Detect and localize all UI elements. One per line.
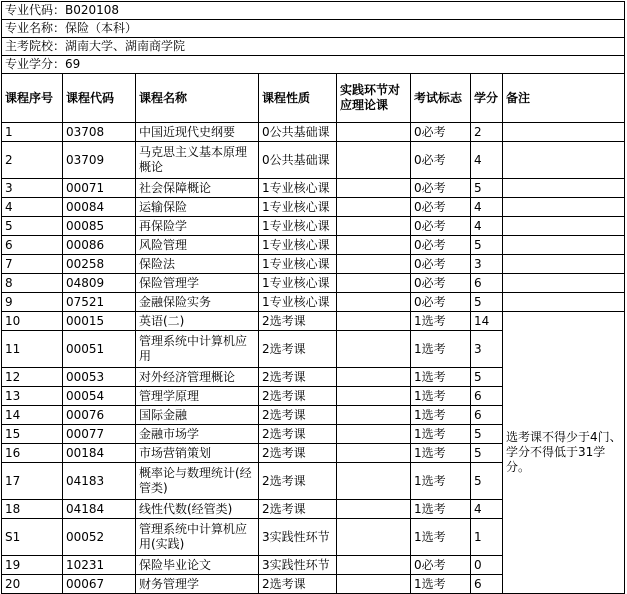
cell-name: 管理学原理 [136,387,259,406]
cell-name: 管理系统中计算机应用(实践) [136,519,259,556]
cell-code: 04184 [63,500,136,519]
major-credits: 专业学分：69 [2,56,625,74]
header-code: 课程代码 [63,74,136,123]
cell-practice [337,463,411,500]
cell-credit: 3 [471,255,503,274]
cell-practice [337,198,411,217]
cell-name: 保险管理学 [136,274,259,293]
cell-credit: 2 [471,123,503,142]
cell-practice [337,519,411,556]
cell-exam: 1选考 [411,387,471,406]
cell-seq: 6 [2,236,63,255]
cell-name: 对外经济管理概论 [136,368,259,387]
cell-practice [337,444,411,463]
cell-credit: 5 [471,368,503,387]
cell-exam: 1选考 [411,406,471,425]
cell-exam: 0必考 [411,142,471,179]
cell-exam: 1选考 [411,312,471,331]
cell-exam: 0必考 [411,255,471,274]
table-row [2,236,625,255]
table-row [2,217,625,236]
cell-credit: 4 [471,217,503,236]
cell-credit: 5 [471,179,503,198]
cell-exam: 0必考 [411,123,471,142]
cell-nature: 2选考课 [259,575,337,594]
cell-code: 00051 [63,331,136,368]
table-row [2,142,625,179]
cell-seq: 5 [2,217,63,236]
cell-name: 中国近现代史纲要 [136,123,259,142]
cell-name: 保险法 [136,255,259,274]
cell-code: 00071 [63,179,136,198]
cell-practice [337,217,411,236]
cell-seq: 20 [2,575,63,594]
cell-code: 00054 [63,387,136,406]
cell-nature: 2选考课 [259,463,337,500]
cell-practice [337,255,411,274]
cell-code: 00076 [63,406,136,425]
cell-nature: 1专业核心课 [259,217,337,236]
cell-code: 03708 [63,123,136,142]
cell-exam: 0必考 [411,217,471,236]
cell-credit: 6 [471,406,503,425]
cell-practice [337,123,411,142]
curriculum-page [1,1,625,594]
cell-seq: 13 [2,387,63,406]
cell-practice [337,293,411,312]
cell-note [503,293,625,312]
cell-code: 04183 [63,463,136,500]
cell-practice [337,179,411,198]
cell-practice [337,312,411,331]
cell-note [503,198,625,217]
cell-name: 再保险学 [136,217,259,236]
cell-credit: 5 [471,444,503,463]
cell-nature: 1专业核心课 [259,255,337,274]
cell-credit: 3 [471,331,503,368]
cell-seq: 9 [2,293,63,312]
cell-seq: 10 [2,312,63,331]
header-name: 课程名称 [136,74,259,123]
cell-credit: 5 [471,463,503,500]
cell-nature: 0公共基础课 [259,123,337,142]
table-row [2,198,625,217]
cell-nature: 0公共基础课 [259,142,337,179]
cell-seq: 1 [2,123,63,142]
cell-name: 财务管理学 [136,575,259,594]
cell-note [503,142,625,179]
cell-nature: 2选考课 [259,387,337,406]
header-seq: 课程序号 [2,74,63,123]
cell-seq: 11 [2,331,63,368]
cell-code: 00184 [63,444,136,463]
cell-seq: 12 [2,368,63,387]
cell-practice [337,387,411,406]
cell-name: 金融保险实务 [136,293,259,312]
cell-seq: 17 [2,463,63,500]
cell-credit: 5 [471,293,503,312]
cell-exam: 1选考 [411,575,471,594]
cell-practice [337,500,411,519]
cell-code: 00077 [63,425,136,444]
cell-code: 00086 [63,236,136,255]
cell-practice [337,556,411,575]
cell-practice [337,274,411,293]
major-code: 专业代码：B020108 [2,2,625,20]
cell-code: 04809 [63,274,136,293]
cell-exam: 0必考 [411,179,471,198]
cell-exam: 0必考 [411,293,471,312]
cell-nature: 3实践性环节 [259,519,337,556]
cell-exam: 1选考 [411,444,471,463]
cell-practice [337,425,411,444]
cell-credit: 5 [471,425,503,444]
cell-exam: 1选考 [411,500,471,519]
cell-note [503,236,625,255]
cell-credit: 6 [471,575,503,594]
cell-nature: 2选考课 [259,312,337,331]
cell-code: 00052 [63,519,136,556]
cell-credit: 0 [471,556,503,575]
cell-nature: 1专业核心课 [259,236,337,255]
cell-name: 运输保险 [136,198,259,217]
cell-code: 03709 [63,142,136,179]
cell-note [503,217,625,236]
cell-code: 00085 [63,217,136,236]
cell-name: 市场营销策划 [136,444,259,463]
cell-name: 管理系统中计算机应用 [136,331,259,368]
header-practice: 实践环节对应理论课 [337,74,411,123]
cell-note [503,123,625,142]
cell-nature: 2选考课 [259,500,337,519]
cell-credit: 14 [471,312,503,331]
cell-credit: 1 [471,519,503,556]
cell-seq: 7 [2,255,63,274]
cell-seq: S1 [2,519,63,556]
cell-practice [337,331,411,368]
cell-seq: 15 [2,425,63,444]
cell-credit: 6 [471,387,503,406]
cell-note [503,255,625,274]
table-row [2,255,625,274]
cell-name: 金融市场学 [136,425,259,444]
cell-exam: 1选考 [411,463,471,500]
cell-seq: 2 [2,142,63,179]
cell-exam: 0必考 [411,274,471,293]
cell-note [503,274,625,293]
cell-exam: 1选考 [411,425,471,444]
cell-code: 00053 [63,368,136,387]
cell-name: 国际金融 [136,406,259,425]
cell-name: 风险管理 [136,236,259,255]
cell-nature: 2选考课 [259,406,337,425]
cell-nature: 2选考课 [259,425,337,444]
curriculum-table [1,1,625,594]
elective-note: 选考课不得少于4门、学分不得低于31学分。 [503,312,625,594]
cell-name: 概率论与数理统计(经管类) [136,463,259,500]
cell-practice [337,368,411,387]
cell-exam: 1选考 [411,368,471,387]
cell-nature: 1专业核心课 [259,179,337,198]
cell-nature: 1专业核心课 [259,293,337,312]
host-schools: 主考院校：湖南大学、湖南商学院 [2,38,625,56]
cell-nature: 2选考课 [259,444,337,463]
cell-exam: 1选考 [411,519,471,556]
cell-credit: 4 [471,198,503,217]
header-nature: 课程性质 [259,74,337,123]
cell-practice [337,406,411,425]
cell-practice [337,575,411,594]
cell-code: 00084 [63,198,136,217]
cell-credit: 5 [471,236,503,255]
table-row [2,312,625,331]
cell-exam: 0必考 [411,198,471,217]
header-credit: 学分 [471,74,503,123]
cell-note [503,179,625,198]
cell-name: 英语(二) [136,312,259,331]
cell-code: 10231 [63,556,136,575]
header-note: 备注 [503,74,625,123]
cell-practice [337,142,411,179]
cell-seq: 4 [2,198,63,217]
cell-code: 00015 [63,312,136,331]
cell-name: 线性代数(经管类) [136,500,259,519]
table-row [2,274,625,293]
cell-nature: 1专业核心课 [259,274,337,293]
table-row [2,179,625,198]
cell-seq: 16 [2,444,63,463]
table-row [2,123,625,142]
cell-exam: 0必考 [411,236,471,255]
cell-seq: 19 [2,556,63,575]
cell-seq: 18 [2,500,63,519]
cell-credit: 4 [471,500,503,519]
cell-exam: 1选考 [411,331,471,368]
cell-exam: 0必考 [411,556,471,575]
cell-credit: 4 [471,142,503,179]
cell-name: 社会保障概论 [136,179,259,198]
cell-code: 00258 [63,255,136,274]
cell-credit: 6 [471,274,503,293]
cell-nature: 2选考课 [259,368,337,387]
cell-seq: 3 [2,179,63,198]
cell-seq: 8 [2,274,63,293]
cell-seq: 14 [2,406,63,425]
cell-name: 马克思主义基本原理概论 [136,142,259,179]
cell-practice [337,236,411,255]
cell-nature: 1专业核心课 [259,198,337,217]
cell-code: 00067 [63,575,136,594]
cell-name: 保险毕业论文 [136,556,259,575]
table-row [2,293,625,312]
cell-nature: 2选考课 [259,331,337,368]
header-exam: 考试标志 [411,74,471,123]
major-name: 专业名称：保险（本科） [2,20,625,38]
cell-code: 07521 [63,293,136,312]
cell-nature: 3实践性环节 [259,556,337,575]
